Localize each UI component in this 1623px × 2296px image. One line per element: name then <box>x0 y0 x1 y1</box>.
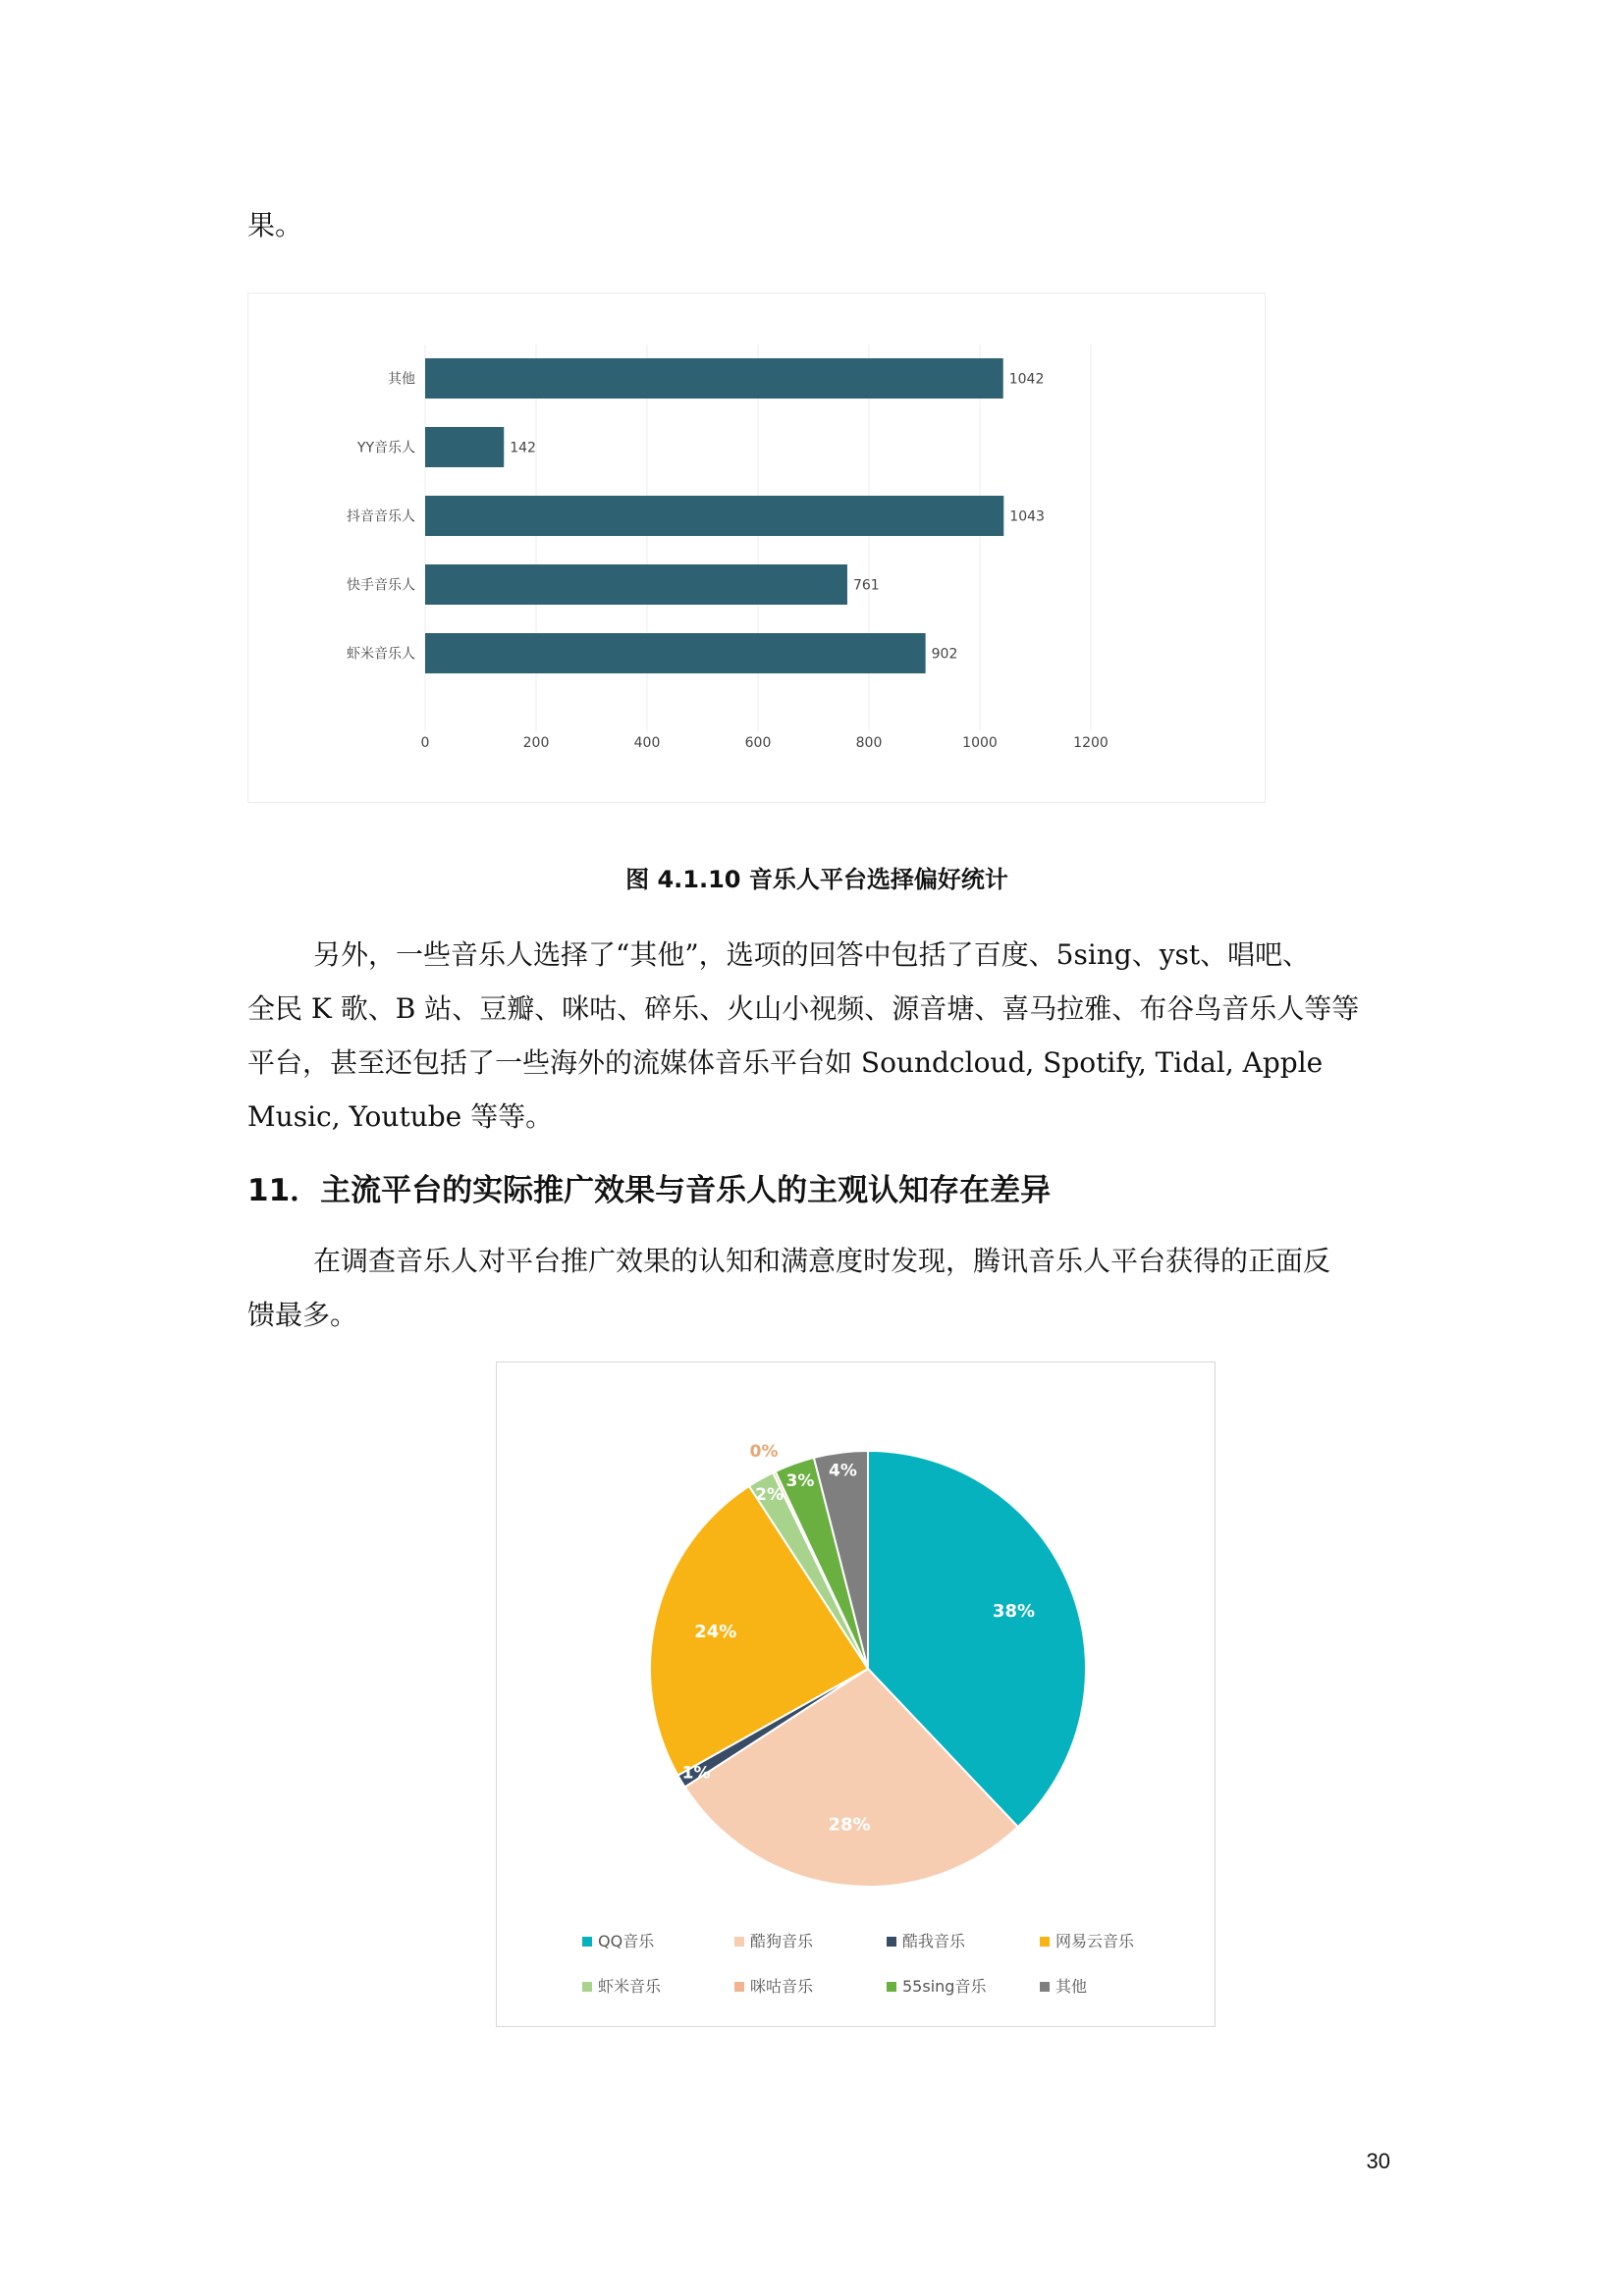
section-heading: 11．主流平台的实际推广效果与音乐人的主观认知存在差异 <box>247 1173 1052 1208</box>
paragraph-other-platforms <box>247 928 1386 1144</box>
x-tick-label: 0 <box>420 735 430 751</box>
legend-label: QQ音乐 <box>598 1932 655 1950</box>
bar-value-label: 142 <box>510 440 536 456</box>
top-text-fragment: 果。 <box>247 209 303 241</box>
slice-percent-label: 28% <box>828 1814 871 1836</box>
legend-label: 咪咕音乐 <box>750 1977 814 1996</box>
x-tick-label: 800 <box>855 735 883 751</box>
bar-value-label: 902 <box>931 646 958 663</box>
category-label: 抖音音乐人 <box>347 508 415 525</box>
slice-percent-label: 24% <box>694 1621 737 1642</box>
legend-swatch <box>734 1982 744 1992</box>
paragraph-line: 全民 K 歌、B 站、豆瓣、咪咕、碎乐、火山小视频、源音塘、喜马拉雅、布谷鸟音乐人等等 <box>247 992 1360 1025</box>
category-label: 其他 <box>388 371 415 388</box>
legend-label: 酷狗音乐 <box>750 1932 814 1950</box>
category-label: 快手音乐人 <box>347 577 415 594</box>
slice-percent-label: 0% <box>749 1441 779 1462</box>
legend-item <box>582 1932 655 1950</box>
legend-label: 55sing音乐 <box>902 1977 987 1996</box>
figure-caption: 图 4.1.10 音乐人平台选择偏好统计 <box>625 866 1008 893</box>
slice-percent-label: 4% <box>829 1461 857 1481</box>
bar <box>425 358 1003 399</box>
legend-item <box>887 1977 987 1996</box>
slice-percent-label: 3% <box>785 1470 815 1491</box>
bar <box>425 564 847 605</box>
bar-chart-svg <box>248 294 1265 802</box>
paragraph-survey-findings <box>247 1234 1386 1342</box>
x-tick-label: 600 <box>744 735 772 751</box>
legend-swatch <box>1040 1937 1050 1947</box>
paragraph-line: Music, Youtube 等等。 <box>247 1100 554 1133</box>
x-tick-label: 400 <box>633 735 661 751</box>
page-number: 30 <box>1366 2149 1390 2173</box>
legend-item <box>1040 1977 1087 1996</box>
legend-item <box>582 1977 662 1996</box>
legend-swatch <box>734 1937 744 1947</box>
pie-chart-svg <box>497 1362 1215 2026</box>
legend-label: 其他 <box>1055 1977 1088 1996</box>
slice-percent-label: 2% <box>755 1485 784 1506</box>
slice-percent-label: 1% <box>681 1763 711 1784</box>
pie-chart <box>496 1362 1216 2027</box>
legend-swatch <box>887 1982 896 1992</box>
slice-percent-label: 38% <box>992 1600 1036 1622</box>
legend <box>582 1932 1135 1996</box>
paragraph-line: 馈最多。 <box>247 1299 358 1331</box>
bar-value-label: 761 <box>852 577 880 594</box>
bar <box>425 427 504 467</box>
x-tick-label: 1000 <box>962 735 998 751</box>
bar <box>425 496 1003 536</box>
legend-swatch <box>582 1982 592 1992</box>
legend-swatch <box>887 1937 896 1947</box>
legend-item <box>1040 1932 1135 1950</box>
x-tick-label: 1200 <box>1073 735 1109 751</box>
category-label: 虾米音乐人 <box>347 646 415 663</box>
legend-swatch <box>582 1937 592 1947</box>
bar <box>425 633 926 673</box>
paragraph-line: 平台，甚至还包括了一些海外的流媒体音乐平台如 Soundcloud, Spotify, Tidal, Apple <box>247 1046 1324 1079</box>
legend-label: 虾米音乐 <box>598 1977 662 1996</box>
legend-label: 网易云音乐 <box>1055 1932 1135 1950</box>
paragraph-line: 在调查音乐人对平台推广效果的认知和满意度时发现，腾讯音乐人平台获得的正面反 <box>313 1245 1331 1277</box>
legend-swatch <box>1040 1982 1050 1992</box>
paragraph-line: 另外，一些音乐人选择了“其他”，选项的回答中包括了百度、5sing、yst、唱吧、 <box>313 938 1311 971</box>
legend-item <box>887 1932 966 1950</box>
legend-item <box>734 1932 814 1950</box>
legend-label: 酷我音乐 <box>902 1932 966 1950</box>
legend-item <box>734 1977 814 1996</box>
bar-value-label: 1042 <box>1008 371 1045 388</box>
category-label: YY音乐人 <box>356 440 415 456</box>
bar-chart <box>247 293 1266 803</box>
bar-value-label: 1043 <box>1009 508 1045 525</box>
x-tick-label: 200 <box>522 735 550 751</box>
